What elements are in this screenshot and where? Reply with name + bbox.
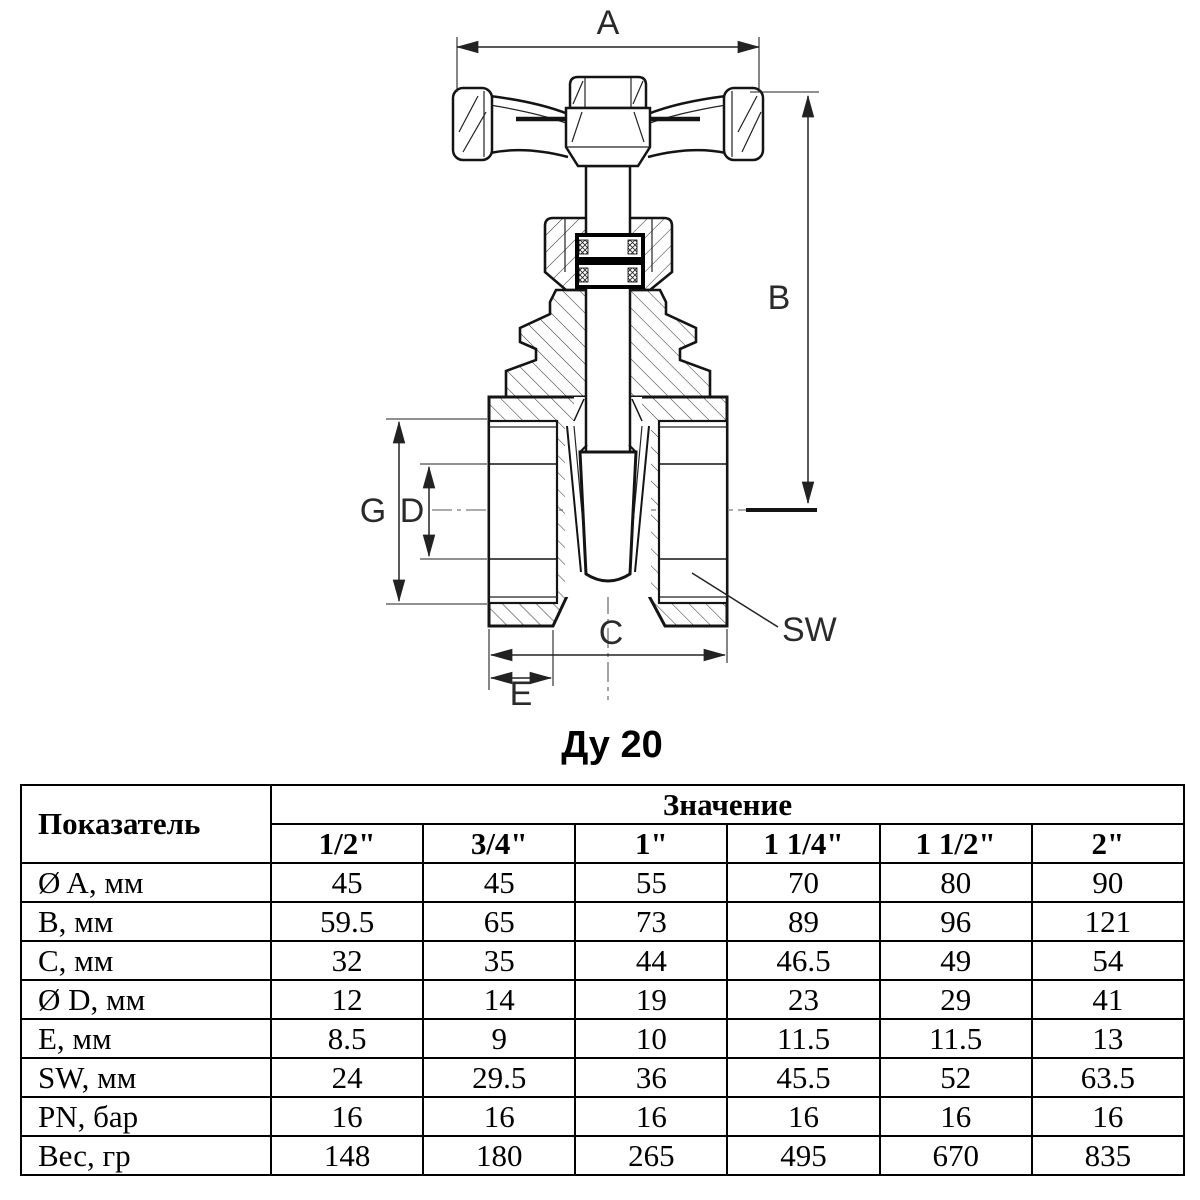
spec-cell: 90: [1032, 863, 1184, 902]
spec-cell: 11.5: [880, 1019, 1032, 1058]
row-label: C, мм: [21, 941, 271, 980]
spec-cell: 45.5: [727, 1058, 879, 1097]
spec-cell: 52: [880, 1058, 1032, 1097]
size-header: 1": [575, 824, 727, 863]
dimension-e: [491, 630, 553, 713]
table-row: [21, 941, 1184, 980]
table-row: [21, 1058, 1184, 1097]
spec-cell: 14: [423, 980, 575, 1019]
dim-label-c: C: [598, 614, 624, 652]
size-header: 1 1/2": [880, 824, 1032, 863]
spec-cell: 80: [880, 863, 1032, 902]
spec-cell: 65: [423, 902, 575, 941]
spec-cell: 55: [575, 863, 727, 902]
spec-cell: 36: [575, 1058, 727, 1097]
spec-cell: 24: [271, 1058, 423, 1097]
size-header: 2": [1032, 824, 1184, 863]
size-header: 1 1/4": [727, 824, 879, 863]
spec-cell: 121: [1032, 902, 1184, 941]
dim-label-g: G: [359, 492, 387, 530]
handwheel-hub: [566, 108, 650, 166]
column-header-pokazatel: Показатель: [21, 785, 271, 863]
spec-cell: 29.5: [423, 1058, 575, 1097]
spec-cell: 96: [880, 902, 1032, 941]
spec-cell: 73: [575, 902, 727, 941]
dim-label-b: B: [767, 279, 791, 317]
stem: [586, 166, 630, 456]
spec-cell: 45: [423, 863, 575, 902]
row-label: Вес, гр: [21, 1136, 271, 1175]
dimension-d: [400, 464, 487, 559]
left-port-thread: [489, 421, 557, 603]
spec-cell: 10: [575, 1019, 727, 1058]
handwheel: [453, 77, 763, 166]
spec-cell: 44: [575, 941, 727, 980]
stem-nut: [570, 77, 646, 108]
spec-cell: 9: [423, 1019, 575, 1058]
table-row: [21, 980, 1184, 1019]
spec-cell: 670: [880, 1136, 1032, 1175]
row-label: PN, бар: [21, 1097, 271, 1136]
drawing-caption: Ду 20: [561, 724, 663, 766]
size-header: 3/4": [423, 824, 575, 863]
spec-cell: 16: [1032, 1097, 1184, 1136]
table-row: [21, 1097, 1184, 1136]
table-header-row-1: [21, 785, 1184, 824]
table-row: [21, 863, 1184, 902]
dim-label-d: D: [399, 492, 425, 530]
row-label: E, мм: [21, 1019, 271, 1058]
packing-seals: [577, 235, 643, 287]
spec-cell: 49: [880, 941, 1032, 980]
spec-cell: 16: [575, 1097, 727, 1136]
table-row: [21, 902, 1184, 941]
handwheel-right-grip: [724, 88, 763, 160]
spec-cell: 32: [271, 941, 423, 980]
spec-cell: 16: [727, 1097, 879, 1136]
spec-cell: 12: [271, 980, 423, 1019]
spec-table: [20, 784, 1185, 1176]
spec-cell: 13: [1032, 1019, 1184, 1058]
spec-cell: 46.5: [727, 941, 879, 980]
size-header: 1/2": [271, 824, 423, 863]
dim-label-e: E: [509, 675, 533, 713]
spec-cell: 148: [271, 1136, 423, 1175]
gate-wedge: [580, 445, 636, 581]
spec-cell: 19: [575, 980, 727, 1019]
spec-cell: 54: [1032, 941, 1184, 980]
spec-cell: 45: [271, 863, 423, 902]
spec-cell: 63.5: [1032, 1058, 1184, 1097]
spec-cell: 11.5: [727, 1019, 879, 1058]
spec-cell: 16: [880, 1097, 1032, 1136]
spec-cell: 29: [880, 980, 1032, 1019]
spec-cell: 835: [1032, 1136, 1184, 1175]
spec-cell: 23: [727, 980, 879, 1019]
dim-label-a: A: [596, 4, 620, 42]
column-header-znachenie: Значение: [271, 785, 1184, 824]
table-row: [21, 1019, 1184, 1058]
row-label: Ø D, мм: [21, 980, 271, 1019]
spec-cell: 35: [423, 941, 575, 980]
spec-cell: 8.5: [271, 1019, 423, 1058]
dim-label-sw: SW: [782, 611, 837, 649]
row-label: SW, мм: [21, 1058, 271, 1097]
spec-cell: 16: [271, 1097, 423, 1136]
spec-cell: 70: [727, 863, 879, 902]
spec-cell: 41: [1032, 980, 1184, 1019]
spec-cell: 89: [727, 902, 879, 941]
spec-cell: 16: [423, 1097, 575, 1136]
row-label: Ø A, мм: [21, 863, 271, 902]
spec-cell: 59.5: [271, 902, 423, 941]
right-port-thread: [659, 421, 727, 603]
table-row: [21, 1136, 1184, 1175]
spec-cell: 265: [575, 1136, 727, 1175]
handwheel-left-grip: [453, 88, 492, 160]
row-label: B, мм: [21, 902, 271, 941]
spec-cell: 180: [423, 1136, 575, 1175]
spec-cell: 495: [727, 1136, 879, 1175]
